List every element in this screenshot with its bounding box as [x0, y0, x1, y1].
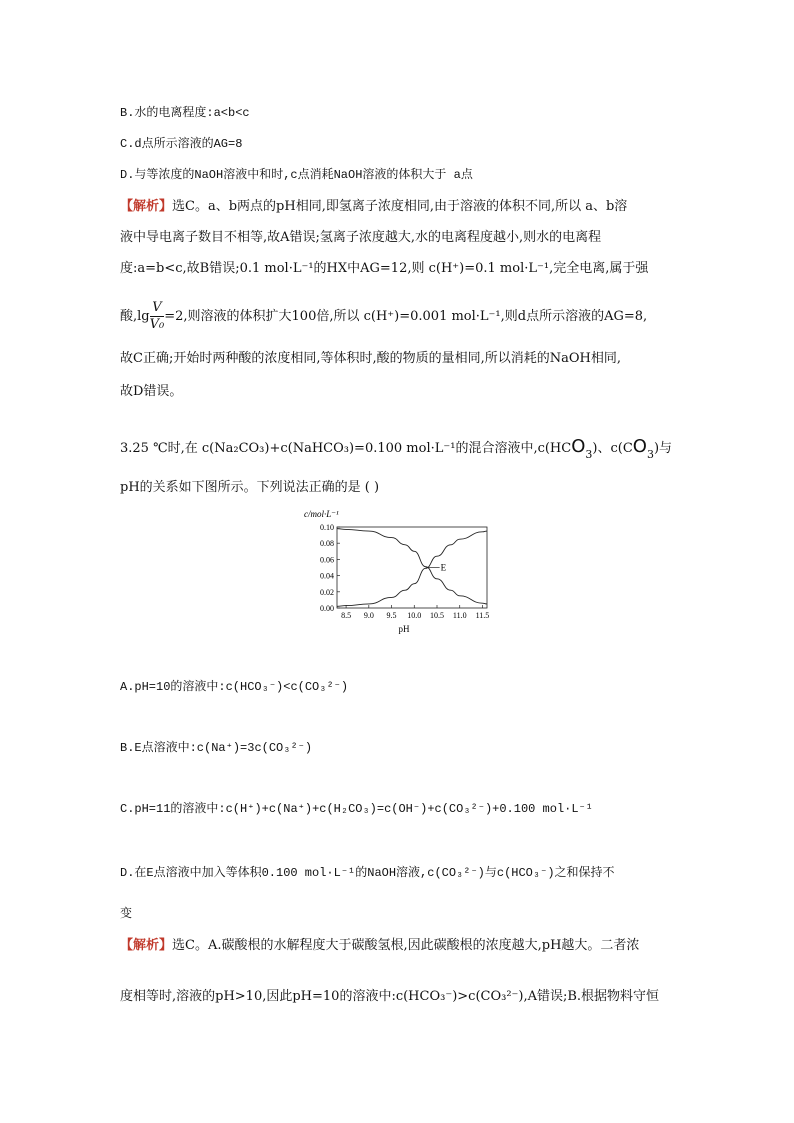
q3-option-b: B.E点溶液中:c(Na⁺)=3c(CO₃²⁻)	[120, 741, 313, 755]
volume-fraction	[150, 300, 165, 333]
series-line-1	[337, 531, 487, 606]
y-tick-label: 0.06	[320, 555, 334, 565]
q3-option-d-line-2: 变	[120, 907, 133, 921]
stem-text: )与	[653, 441, 673, 456]
analysis-line-5: 故C正确;开始时两种酸的浓度相同,等体积时,酸的物质的量相同,所以消耗的NaOH相同,	[120, 351, 621, 366]
analysis-line-6: 故D错误。	[120, 384, 183, 399]
analysis-text: =2,则溶液的体积扩大100倍,所以 c(H⁺)=0.001 mol·L⁻¹,则d点所示溶液的AG=8,	[164, 309, 648, 324]
y-tick-label: 0.04	[320, 571, 334, 581]
x-tick-label: 11.0	[452, 611, 467, 620]
series-line-0	[337, 529, 487, 604]
analysis-line-3: 度:a=b<c,故B错误;0.1 mol·L⁻¹的HX中AG=12,则 c(H⁺)=0.1 mol·L⁻¹,完全电离,属于强	[120, 261, 649, 276]
y-tick-label: 0.08	[320, 539, 334, 549]
x-tick-label: 10.5	[430, 611, 444, 620]
ion-symbol: O	[571, 436, 586, 457]
fraction-numerator: V	[150, 300, 165, 317]
option-b: B.水的电离程度:a<b<c	[120, 106, 250, 120]
analysis-line-1	[120, 198, 627, 216]
x-tick-label: 9.5	[386, 611, 397, 620]
y-axis-label: c/mol·L⁻¹	[304, 509, 339, 519]
x-tick-label: 9.0	[363, 611, 374, 620]
q3-option-a: A.pH=10的溶液中:c(HCO₃⁻)<c(CO₃²⁻)	[120, 680, 349, 694]
analysis-line-4	[120, 300, 647, 333]
stem-text: 3.25 ℃时,在 c(Na₂CO₃)+c(NaHCO₃)=0.100 mol·L⁻¹的混合溶液中,c(HC	[120, 441, 572, 456]
fraction-denominator: V₀	[149, 317, 165, 332]
q3-analysis-line-2: 度相等时,溶液的pH>10,因此pH=10的溶液中:c(HCO₃⁻)>c(CO₃²⁻),A错误;B.根据物料守恒	[120, 989, 660, 1004]
x-tick-label: 11.5	[475, 611, 490, 620]
option-d: D.与等浓度的NaOH溶液中和时,c点消耗NaOH溶液的体积大于 a点	[120, 168, 473, 182]
stem-text: )、c(C	[592, 441, 633, 456]
analysis-text: 酸,lg	[120, 309, 150, 324]
plot-frame	[337, 527, 487, 608]
ion-subscript: 3	[646, 448, 654, 461]
ion-symbol: O	[632, 436, 647, 457]
y-tick-label: 0.10	[320, 523, 334, 532]
q3-option-c: C.pH=11的溶液中:c(H⁺)+c(Na⁺)+c(H₂CO₃)=c(OH⁻)+c(CO₃²⁻)+0.100 mol·L⁻¹	[120, 802, 593, 816]
x-tick-label: 8.5	[341, 611, 352, 620]
y-tick-label: 0.00	[320, 604, 334, 613]
analysis-text: 选C。A.碳酸根的水解程度大于碳酸氢根,因此碳酸根的浓度越大,pH越大。二者浓	[172, 938, 640, 953]
x-tick-label: 10.0	[407, 611, 422, 620]
q3-stem-line-2: pH的关系如下图所示。下列说法正确的是 ( )	[120, 480, 380, 495]
analysis-tag: 【解析】	[120, 199, 173, 214]
y-tick-label: 0.02	[320, 587, 334, 597]
x-axis-label: pH	[398, 624, 410, 634]
q3-analysis-line-1	[120, 937, 639, 955]
analysis-tag: 【解析】	[120, 938, 173, 953]
q3-stem-line-1	[120, 436, 673, 461]
analysis-line-2: 液中导电离子数目不相等,故A错误;氢离子浓度越大,水的电离程度越小,则水的电离程	[120, 230, 602, 245]
concentration-ph-chart	[292, 507, 492, 637]
analysis-text: 选C。a、b两点的pH相同,即氢离子浓度相同,由于溶液的体积不同,所以 a、b溶	[172, 199, 628, 214]
q3-option-d-line-1: D.在E点溶液中加入等体积0.100 mol·L⁻¹的NaOH溶液,c(CO₃²⁻)与c(HCO₃⁻)之和保持不	[120, 866, 615, 880]
annotation-e: E	[440, 562, 447, 573]
ion-subscript: 3	[585, 448, 593, 461]
option-c: C.d点所示溶液的AG=8	[120, 137, 243, 151]
